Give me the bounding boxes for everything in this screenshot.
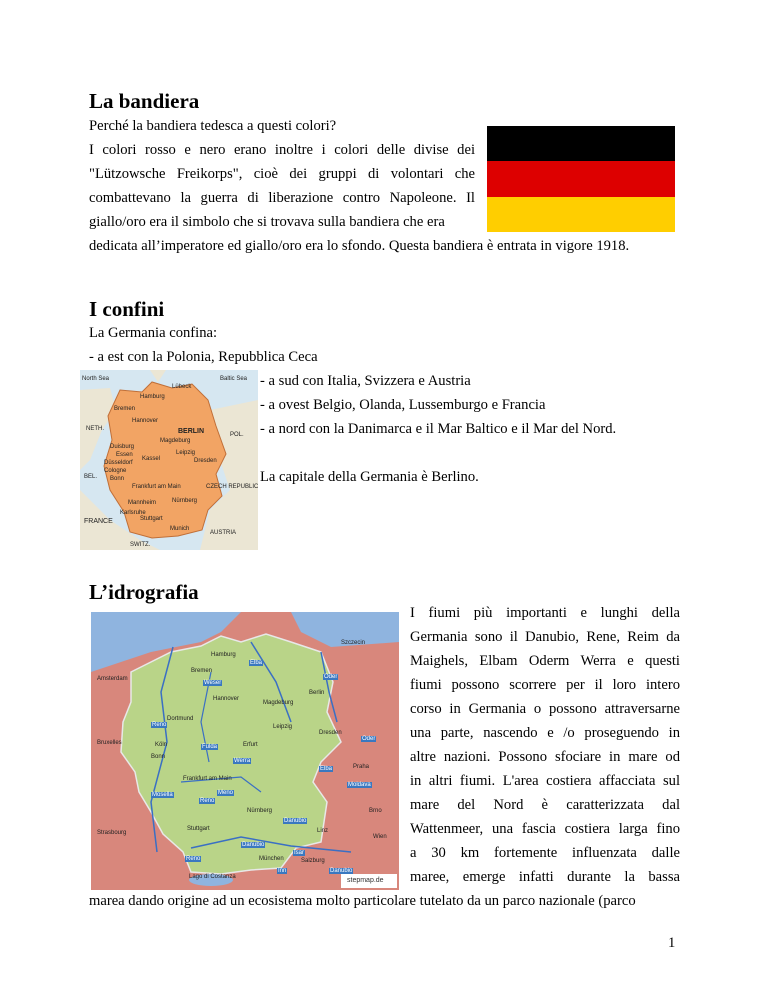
hydro-text-line: a 30 km fortemente influenzata dalle [410, 845, 680, 861]
hydro-text-line: Germania sono il Danubio, Rene, Reim da [410, 629, 680, 645]
river-label: Fulda [202, 744, 218, 750]
hydro-text-line: Wattenmeer, una fascia costiera larga fino [410, 821, 680, 837]
map-label: Hannover [132, 418, 159, 424]
city-label: Hamburg [211, 652, 236, 658]
river-label: Danubio [330, 868, 353, 874]
city-label: München [259, 856, 284, 862]
river-label: Meno [218, 790, 234, 796]
map-label: Kassel [142, 456, 161, 462]
flag-text-line: combattevano la guerra di liberazione contro Napoleone. Il [89, 190, 475, 206]
map-label: Nürnberg [172, 498, 198, 504]
map-credit: stepmap.de [347, 877, 384, 884]
river-label: Reno [152, 722, 167, 728]
city-label: Hannover [213, 696, 240, 702]
map-label: Bremen [114, 406, 136, 412]
city-label: Wien [373, 834, 387, 840]
hydro-text-line: corso in Germania o possono attraversarne [410, 701, 680, 717]
map-label: Essen [116, 452, 133, 458]
germany-political-map [80, 370, 258, 550]
river-label: Elba [250, 660, 263, 666]
flag-text-line: dedicata all’imperatore ed giallo/oro era lo sfondo. Questa bandiera è entrata in vigore 1918. [89, 238, 630, 254]
hydro-text-line: fiumi possono scorrere per il loro intero [410, 677, 680, 693]
hydro-text-line: altre nazioni. Possono sfociare in mare od [410, 749, 680, 765]
hydro-text-line: in altri fiumi. L'area costiera affacciata sul [410, 773, 680, 789]
map-label: Lübeck [172, 384, 192, 390]
river-label: Reno [200, 798, 215, 804]
map-label: SWITZ. [130, 542, 151, 548]
germany-rivers-map [91, 612, 399, 890]
flag-text-line: giallo/oro era il simbolo che si trovava sulla bandiera che era [89, 214, 445, 230]
flag-black-band [487, 126, 675, 161]
german-flag-image [487, 126, 675, 232]
map-label: Munich [170, 526, 190, 532]
map-label: Bonn [110, 476, 125, 482]
city-label: Linz [317, 828, 329, 834]
map-label: AUSTRIA [210, 530, 237, 536]
river-label: Inn [278, 868, 287, 874]
heading-la-bandiera: La bandiera [89, 89, 200, 113]
city-label: Stuttgart [187, 826, 210, 832]
city-label: Nürnberg [247, 808, 273, 814]
flag-red-band [487, 161, 675, 196]
river-label: Isar [294, 850, 305, 856]
river-label: Elba [320, 766, 333, 772]
borders-intro: La Germania confina: [89, 325, 218, 341]
hydro-text-line: mare del Nord è caratterizzata dal [410, 797, 680, 813]
city-label: Brno [369, 808, 382, 814]
hydro-text-last-line: marea dando origine ad un ecosistema molto particolare tutelato da un parco nazionale (parco [89, 893, 636, 909]
map-label: BERLIN [178, 428, 205, 435]
river-label: Oder [362, 736, 376, 742]
map-label: Düsseldorf [104, 460, 133, 466]
river-label: Reno [186, 856, 201, 862]
hydro-text-line: Maighels, Elbam Oderm Werra e questi [410, 653, 680, 669]
city-label: Leipzig [273, 724, 293, 730]
flag-text-line: "Lützowsche Freikorps", cioè dei gruppi di volontari che [89, 166, 475, 182]
river-label: Danubio [284, 818, 307, 824]
city-label: Frankfurt am Main [183, 776, 232, 782]
border-south: - a sud con Italia, Svizzera e Austria [260, 373, 471, 389]
hydro-text-line: I fiumi più importanti e lunghi della [410, 605, 680, 621]
city-label: Bonn [151, 754, 166, 760]
river-label: Danubio [242, 842, 265, 848]
city-label: Dortmund [167, 716, 194, 722]
map-label: Frankfurt am Main [132, 484, 181, 490]
flag-text-line: I colori rosso e nero erano inoltre i colori delle divise dei [89, 142, 475, 158]
river-label: Werra [234, 758, 251, 764]
page-number: 1 [668, 935, 676, 951]
city-label: Erfurt [243, 742, 258, 748]
city-label: Köln [155, 742, 168, 748]
river-label: Mosella [152, 792, 173, 798]
hydro-text-line: maree, emerge infatti durante la bassa [410, 869, 680, 885]
map-label: CZECH REPUBLIC [206, 484, 258, 490]
city-label: Bremen [191, 668, 213, 674]
heading-i-confini: I confini [89, 297, 165, 321]
city-label: Strasbourg [97, 830, 127, 836]
map-label: Magdeburg [160, 438, 191, 444]
map-label: Mannheim [128, 500, 157, 506]
city-label: Berlin [309, 690, 325, 696]
map-label: NETH. [86, 426, 104, 432]
map-label: Dresden [194, 458, 217, 464]
city-label: Lago di Costanza [189, 874, 236, 880]
map-label: BEL. [84, 474, 98, 480]
map-label: Baltic Sea [220, 376, 248, 382]
border-north: - a nord con la Danimarca e il Mar Baltico e il Mar del Nord. [260, 421, 617, 437]
flag-gold-band [487, 197, 675, 232]
hydro-text-line: una parte, nascendo e /o proseguendo in [410, 725, 680, 741]
map-label: POL. [230, 432, 244, 438]
city-label: Salzburg [301, 858, 325, 864]
city-label: Dresden [319, 730, 342, 736]
city-label: Bruxelles [97, 740, 122, 746]
river-label: Moldava [348, 782, 371, 788]
city-label: Praha [353, 764, 370, 770]
border-east: - a est con la Polonia, Repubblica Ceca [89, 349, 318, 365]
map-label: Karlsruhe [120, 510, 146, 516]
city-label: Amsterdam [97, 676, 128, 682]
map-label: Hamburg [140, 394, 165, 400]
map-label: FRANCE [84, 518, 113, 525]
flag-question: Perché la bandiera tedesca a questi colori? [89, 118, 337, 134]
map-label: Leipzig [176, 450, 196, 456]
river-label: Oder [324, 674, 338, 680]
map-label: Duisburg [110, 444, 135, 450]
river-label: Weser [204, 680, 222, 686]
map-label: Cologne [104, 468, 127, 474]
city-label: Magdeburg [263, 700, 294, 706]
heading-idrografia: L’idrografia [89, 580, 199, 604]
map-label: North Sea [82, 376, 110, 382]
capital-text: La capitale della Germania è Berlino. [260, 469, 479, 485]
map-label: Stuttgart [140, 516, 163, 522]
city-label: Szczecin [341, 640, 366, 646]
border-west: - a ovest Belgio, Olanda, Lussemburgo e Francia [260, 397, 546, 413]
